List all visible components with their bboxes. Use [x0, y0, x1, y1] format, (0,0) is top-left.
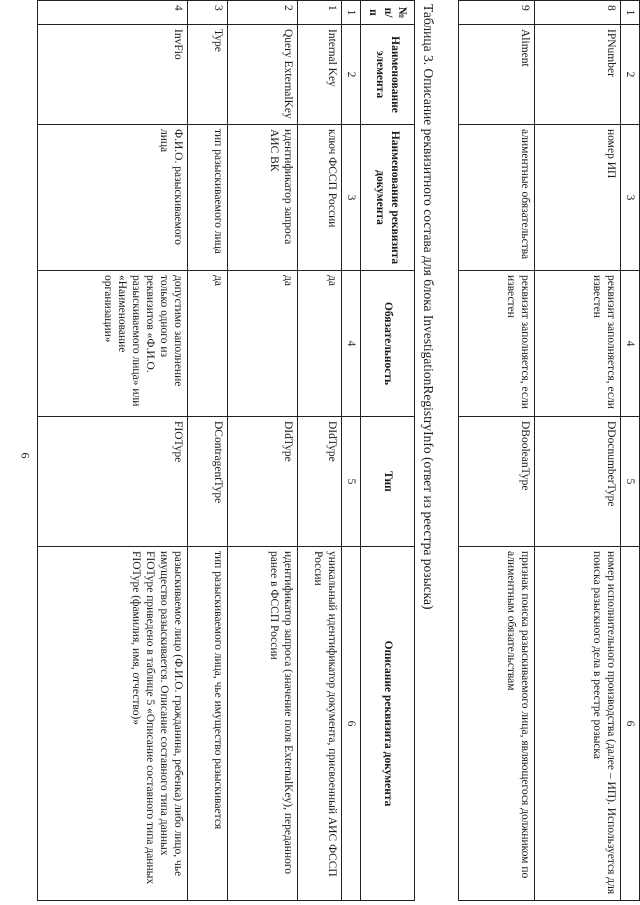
- table-row: [297, 1, 341, 901]
- row-number: 8: [534, 1, 620, 25]
- column-number-row: [341, 1, 360, 901]
- table-row: [458, 1, 534, 901]
- row-number: 4: [37, 1, 187, 25]
- column-number: 1: [620, 1, 639, 25]
- description: уникальный идентификатор документа, присвоенный АИС ФССП России: [297, 547, 341, 901]
- column-header: № п/п: [361, 1, 415, 25]
- element-name: IPNumber: [534, 25, 620, 125]
- row-number: 3: [187, 1, 227, 25]
- continuation-table: [458, 0, 640, 901]
- column-number: 5: [341, 417, 360, 547]
- requisite-name: номер ИП: [534, 125, 620, 271]
- column-header: Обязательность: [361, 271, 415, 417]
- column-number: 4: [620, 271, 639, 417]
- column-number: 6: [341, 547, 360, 901]
- header-row: [361, 1, 415, 901]
- column-number: 5: [620, 417, 639, 547]
- column-number: 2: [341, 25, 360, 125]
- column-header: Описание реквизита документа: [361, 547, 415, 901]
- data-type: DIdType: [227, 417, 297, 547]
- element-name: Type: [187, 25, 227, 125]
- requirement: да: [187, 271, 227, 417]
- row-number: 1: [297, 1, 341, 25]
- requisite-name: тип разыскиваемого лица: [187, 125, 227, 271]
- element-name: InvFio: [37, 25, 187, 125]
- description: признак поиска разыскиваемого лица, являющегося должником по алиментным обязательствам: [458, 547, 534, 901]
- element-name: Query ExternalKey: [227, 25, 297, 125]
- data-type: DContragentType: [187, 417, 227, 547]
- requirement: допустимо заполнение только одного из реквизитов «Ф.И.О. разыскиваемого лица» или «Наименование организации»: [37, 271, 187, 417]
- requirement: да: [297, 271, 341, 417]
- row-number: 2: [227, 1, 297, 25]
- table-row: [227, 1, 297, 901]
- requirement: реквизит заполняется, если известен: [458, 271, 534, 417]
- requisite-name: идентификатор запроса АИС ВК: [227, 125, 297, 271]
- column-number: 3: [620, 125, 639, 271]
- table-row: [187, 1, 227, 901]
- requisite-name: Ф.И.О. разыскиваемого лица: [37, 125, 187, 271]
- column-header: Наименование реквизита документа: [361, 125, 415, 271]
- description: номер исполнительного производства (далее – ИП). Используется для поиска разыскного дела в реестре розыска: [534, 547, 620, 901]
- column-number: 4: [341, 271, 360, 417]
- row-number: 9: [458, 1, 534, 25]
- description: разыскиваемое лицо (Ф.И.О. гражданина, ребенка) либо лицо, чье имущество разыскивается. Описание составного типа данных FIOType приведено в таблице 5 «Описание составного типа данных FIOType (фамилия, имя, отчество)»: [37, 547, 187, 901]
- data-type: DBooleanType: [458, 417, 534, 547]
- column-number: 1: [341, 1, 360, 25]
- description: идентификатор запроса (значение поля ExternalKey), переданного ранее в ФССП России: [227, 547, 297, 901]
- requirement: да: [227, 271, 297, 417]
- element-name: Internal Key: [297, 25, 341, 125]
- column-number: 3: [341, 125, 360, 271]
- requisites-table: [37, 0, 415, 901]
- page-number: 6: [18, 452, 33, 459]
- data-type: FIOType: [37, 417, 187, 547]
- requirement: реквизит заполняется, если известен: [534, 271, 620, 417]
- data-type: DIdType: [297, 417, 341, 547]
- element-name: Aliment: [458, 25, 534, 125]
- table-row: [534, 1, 620, 901]
- column-header: Тип: [361, 417, 415, 547]
- requisite-name: алиментные обязательства: [458, 125, 534, 271]
- table-caption: Таблица 3. Описание реквизитного состава для блока InvestigationRegistryInfo (ответ из реестра розыска): [421, 4, 436, 610]
- column-header: Наименование элемента: [361, 25, 415, 125]
- column-number: 6: [620, 547, 639, 901]
- column-number: 2: [620, 25, 639, 125]
- column-number-row: [620, 1, 639, 901]
- description: тип разыскиваемого лица, чье имущество разыскивается: [187, 547, 227, 901]
- data-type: DDocnumberType: [534, 417, 620, 547]
- requisite-name: ключ ФССП России: [297, 125, 341, 271]
- table-row: [37, 1, 187, 901]
